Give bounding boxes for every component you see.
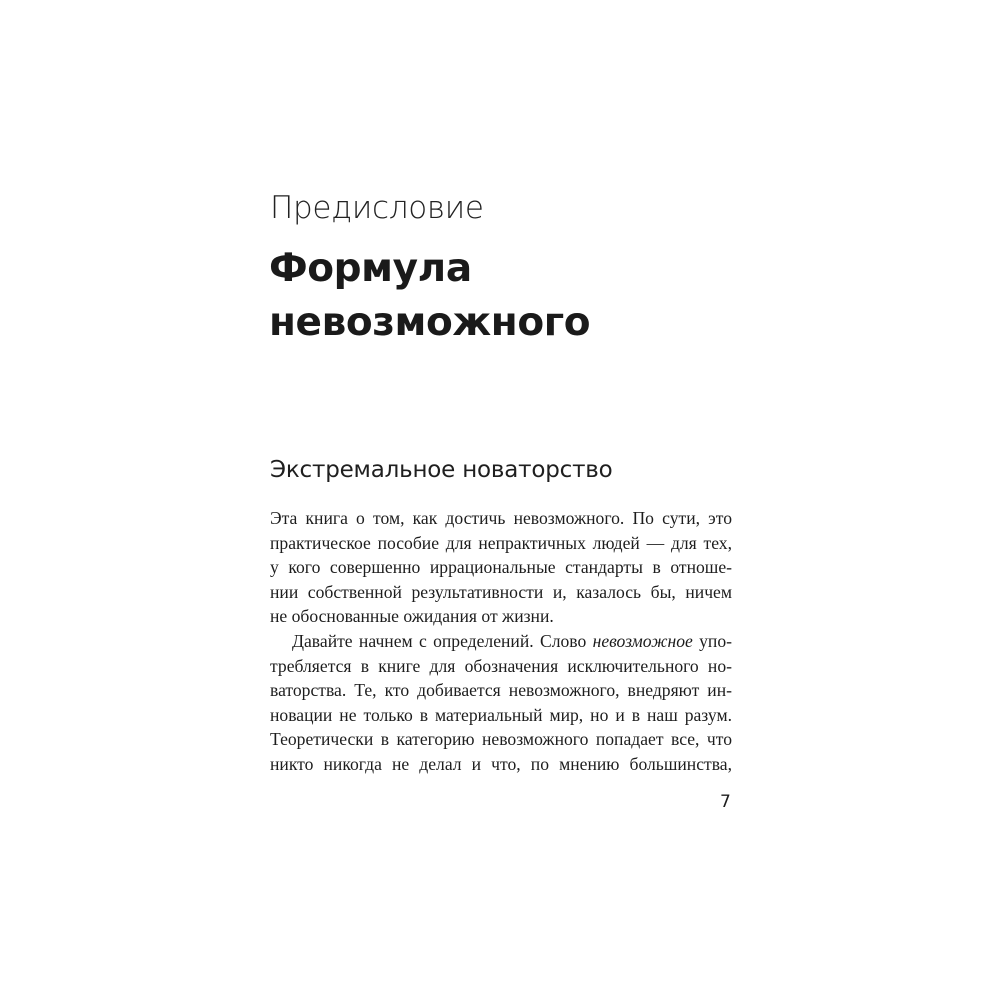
text-line: Теоретически в категорию невозможного попадает все, что: [270, 729, 732, 750]
text-line: у кого совершенно иррациональные стандарты в отноше-: [270, 557, 732, 578]
text-line: [270, 629, 732, 654]
text-run: упо-: [692, 630, 732, 651]
paragraph-1: [270, 506, 732, 629]
text-line: требляется в книге для обозначения исключительного но-: [270, 655, 732, 676]
text-line: практическое пособие для непрактичных людей — для тех,: [270, 532, 732, 553]
page-number: 7: [720, 792, 731, 812]
chapter-title-line-2: невозможного: [269, 300, 591, 345]
text-line: нии собственной результативности и, казалось бы, ничем: [270, 581, 732, 602]
text-line: никто никогда не делал и что, по мнению большинства,: [270, 753, 732, 774]
section-heading: Экстремальное новаторство: [270, 457, 613, 483]
chapter-title: [269, 242, 590, 350]
chapter-title-line-1: Формула: [269, 246, 472, 291]
body-text: [270, 506, 732, 777]
text-line: не обоснованные ожидания от жизни.: [270, 606, 554, 627]
text-run: Давайте начнем с определений. Слово: [292, 630, 593, 651]
chapter-kicker: Предисловие: [270, 190, 484, 226]
paragraph-2: [270, 629, 732, 777]
text-line: ваторства. Те, кто добивается невозможного, внедряют ин-: [270, 680, 732, 701]
text-line: Эта книга о том, как достичь невозможного. По сути, это: [270, 508, 732, 528]
emphasis-term: невозможное: [592, 630, 693, 651]
text-line: новации не только в материальный мир, но и в наш разум.: [270, 704, 732, 725]
